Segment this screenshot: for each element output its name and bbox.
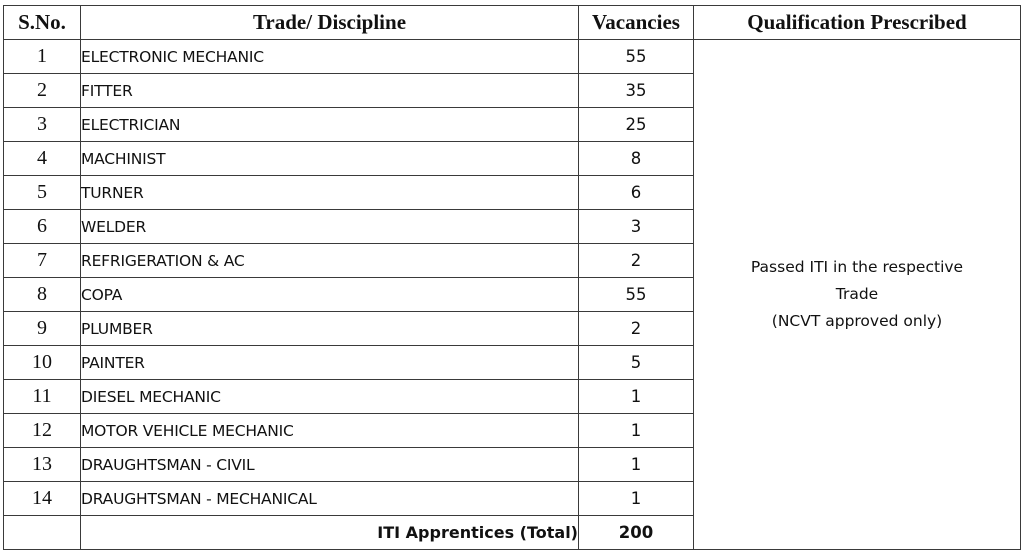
sno-cell: 10 (4, 346, 81, 380)
header-sno: S.No. (4, 6, 81, 40)
trade-cell: MACHINIST (81, 142, 579, 176)
trade-cell: PLUMBER (81, 312, 579, 346)
trade-cell: MOTOR VEHICLE MECHANIC (81, 414, 579, 448)
trade-cell: FITTER (81, 74, 579, 108)
header-vacancies: Vacancies (579, 6, 694, 40)
header-row (4, 6, 1021, 40)
table-body (4, 40, 1021, 550)
sno-cell: 13 (4, 448, 81, 482)
trade-cell: WELDER (81, 210, 579, 244)
trade-cell: DIESEL MECHANIC (81, 380, 579, 414)
vacancies-cell: 2 (579, 244, 694, 278)
sno-cell: 7 (4, 244, 81, 278)
vacancies-cell: 3 (579, 210, 694, 244)
header-trade: Trade/ Discipline (81, 6, 579, 40)
vacancies-cell: 1 (579, 482, 694, 516)
vacancies-cell: 55 (579, 278, 694, 312)
sno-cell: 4 (4, 142, 81, 176)
qualification-line: Trade (835, 285, 879, 303)
sno-cell: 3 (4, 108, 81, 142)
vacancies-cell: 2 (579, 312, 694, 346)
trade-cell: PAINTER (81, 346, 579, 380)
empty-cell (4, 516, 81, 550)
sno-cell: 1 (4, 40, 81, 74)
sno-cell: 9 (4, 312, 81, 346)
vacancies-cell: 1 (579, 448, 694, 482)
vacancies-cell: 55 (579, 40, 694, 74)
sno-cell: 11 (4, 380, 81, 414)
sno-cell: 12 (4, 414, 81, 448)
vacancies-cell: 1 (579, 414, 694, 448)
vacancies-cell: 8 (579, 142, 694, 176)
vacancy-table (3, 5, 1021, 550)
trade-cell: COPA (81, 278, 579, 312)
trade-cell: ELECTRICIAN (81, 108, 579, 142)
vacancies-cell: 35 (579, 74, 694, 108)
total-value: 200 (579, 516, 694, 550)
trade-cell: DRAUGHTSMAN - MECHANICAL (81, 482, 579, 516)
sno-cell: 14 (4, 482, 81, 516)
vacancies-cell: 5 (579, 346, 694, 380)
sno-cell: 2 (4, 74, 81, 108)
vacancies-cell: 6 (579, 176, 694, 210)
header-qualification: Qualification Prescribed (694, 6, 1021, 40)
qualification-cell (694, 40, 1021, 550)
qualification-line: Passed ITI in the respective (750, 258, 964, 276)
sno-cell: 8 (4, 278, 81, 312)
trade-cell: REFRIGERATION & AC (81, 244, 579, 278)
trade-cell: ELECTRONIC MECHANIC (81, 40, 579, 74)
sno-cell: 5 (4, 176, 81, 210)
vacancies-cell: 25 (579, 108, 694, 142)
trade-cell: TURNER (81, 176, 579, 210)
sno-cell: 6 (4, 210, 81, 244)
table-row (4, 40, 1021, 74)
trade-cell: DRAUGHTSMAN - CIVIL (81, 448, 579, 482)
total-label: ITI Apprentices (Total) (81, 516, 579, 550)
vacancies-cell: 1 (579, 380, 694, 414)
qualification-line: (NCVT approved only) (771, 312, 943, 330)
